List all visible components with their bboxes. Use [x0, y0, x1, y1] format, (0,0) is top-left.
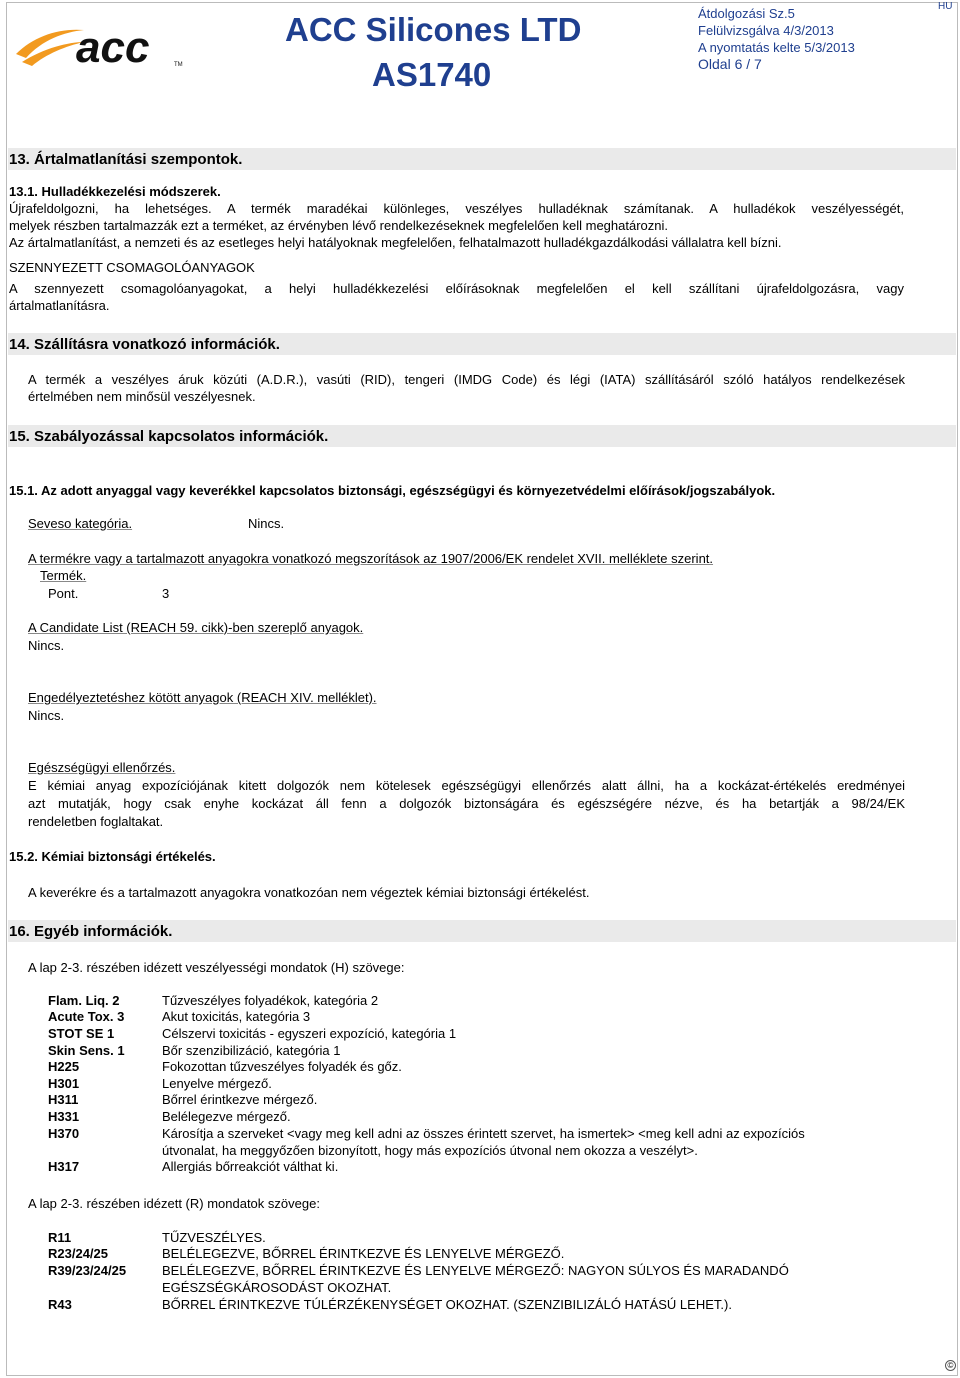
revision: Átdolgozási Sz.5: [698, 6, 795, 21]
section-14-title: 14. Szállításra vonatkozó információk.: [9, 336, 280, 353]
paragraph: azt mutatják, hogy csak enyhe kockázat áll fenn a dolgozók biztonságára és egészségére nézve, és ha betartják a 98/24/EK: [28, 796, 905, 811]
section-13-title: 13. Ártalmatlanítási szempontok.: [9, 151, 243, 168]
paragraph: melyek részben tartalmazzák ezt a terméket, az érvényben lévő rendelkezéseknek megfelelően kell meghatározni.: [9, 218, 669, 233]
paragraph: Újrafeldolgozni, ha lehetséges. A termék maradékai különleges, veszélyes hulladéknak számítanak. A hulladékok veszélyességét,: [9, 201, 904, 216]
h-code: H225: [48, 1059, 80, 1074]
h-text: Fokozottan tűzveszélyes folyadék és gőz.: [162, 1059, 402, 1074]
subsection-13-1-title: 13.1. Hulladékkezelési módszerek.: [9, 184, 221, 199]
paragraph: A termék a veszélyes áruk közúti (A.D.R.), vasúti (RID), tengeri (IMDG Code) és légi (IATA) szállításáról szóló hatályos rendelkezések: [28, 372, 905, 387]
subsection-15-2-title: 15.2. Kémiai biztonsági értékelés.: [9, 849, 216, 864]
subsection-15-1-title: 15.1. Az adott anyaggal vagy keverékkel kapcsolatos biztonsági, egészségügyi és környezetvédelmi előírások/jogszabályok.: [9, 483, 776, 498]
paragraph: A keverékre és a tartalmazott anyagokra vonatkozóan nem végeztek kémiai biztonsági értékelést.: [28, 885, 590, 900]
h-code: Acute Tox. 3: [48, 1009, 125, 1024]
h-code: H317: [48, 1159, 80, 1174]
review-date: Felülvizsgálva 4/3/2013: [698, 23, 834, 38]
r-text: TŰZVESZÉLYES.: [162, 1230, 266, 1245]
page-number: Oldal 6 / 7: [698, 56, 762, 72]
product-label: Termék.: [40, 568, 87, 583]
point-label: Pont.: [48, 586, 79, 601]
h-text: Károsítja a szerveket <vagy meg kell adni az összes érintett szervet, ha ismertek> <meg kell adni az expozíciós: [162, 1126, 805, 1141]
paragraph: SZENNYEZETT CSOMAGOLÓANYAGOK: [9, 260, 255, 275]
h-code: Flam. Liq. 2: [48, 993, 120, 1008]
authorisation-label: Engedélyeztetéshez kötött anyagok (REACH XIV. melléklet).: [28, 690, 377, 705]
paragraph: rendeletben foglaltakat.: [28, 814, 164, 829]
seveso-value: Nincs.: [248, 516, 285, 531]
candidate-list-label: A Candidate List (REACH 59. cikk)-ben szereplő anyagok.: [28, 620, 364, 635]
h-code: H370: [48, 1126, 80, 1141]
r-code: R39/23/24/25: [48, 1263, 127, 1278]
company-name: ACC Silicones LTD: [285, 11, 582, 48]
h-code: H311: [48, 1092, 79, 1107]
r-code: R11: [48, 1230, 72, 1245]
paragraph: ártalmatlanításra.: [9, 298, 110, 313]
h-code: H331: [48, 1109, 80, 1124]
h-code: STOT SE 1: [48, 1026, 115, 1041]
paragraph: értelmében nem minősül veszélyesnek.: [28, 389, 256, 404]
doc-meta: [698, 5, 855, 73]
copyright-icon: ©: [945, 1360, 956, 1371]
r-text: BŐRREL ÉRINTKEZVE TÚLÉRZÉKENYSÉGET OKOZHAT. (SZENZIBILIZÁLÓ HATÁSÚ LEHET.).: [162, 1297, 732, 1312]
h-text: Akut toxicitás, kategória 3: [162, 1009, 311, 1024]
paragraph: A szennyezett csomagolóanyagokat, a helyi hulladékkezelési előírásoknak megfelelően el kell szállítani újrafeldolgozásra, vagy: [9, 281, 904, 296]
h-text: Allergiás bőrreakciót válthat ki.: [162, 1159, 339, 1174]
h-phrases-intro: A lap 2-3. részében idézett veszélyességi mondatok (H) szövege:: [28, 960, 405, 975]
language-code: HU: [938, 1, 953, 12]
svg-text:acc: acc: [76, 23, 150, 70]
product-code: AS1740: [372, 56, 492, 93]
h-text: Bőr szenzibilizáció, kategória 1: [162, 1043, 341, 1058]
h-text: Belélegezve mérgező.: [162, 1109, 291, 1124]
restrictions-label: A termékre vagy a tartalmazott anyagokra vonatkozó megszorítások az 1907/2006/EK rendelet XVII. melléklete szerint.: [28, 551, 714, 566]
r-phrases-intro: A lap 2-3. részében idézett (R) mondatok szövege:: [28, 1196, 320, 1211]
paragraph: Az ártalmatlanítást, a nemzeti és az esetleges helyi hatályoknak megfelelően, felhatalmazott hulladékgazdálkodási vállalatra kell bízni.: [9, 235, 782, 250]
h-code: H301: [48, 1076, 80, 1091]
candidate-list-value: Nincs.: [28, 638, 65, 653]
h-text: Lenyelve mérgező.: [162, 1076, 272, 1091]
acc-logo: [14, 18, 184, 70]
r-code: R43: [48, 1297, 72, 1312]
authorisation-value: Nincs.: [28, 708, 65, 723]
health-surveillance-label: Egészségügyi ellenőrzés.: [28, 760, 176, 775]
section-16-title: 16. Egyéb információk.: [9, 923, 173, 940]
seveso-label: Seveso kategória.: [28, 516, 133, 531]
point-value: 3: [162, 586, 170, 601]
h-text: Célszervi toxicitás - egyszeri expozíció, kategória 1: [162, 1026, 457, 1041]
print-date: A nyomtatás kelte 5/3/2013: [698, 40, 855, 55]
h-code: Skin Sens. 1: [48, 1043, 125, 1058]
r-code: R23/24/25: [48, 1246, 108, 1261]
h-text: útvonalat, ha meggyőzően bizonyított, hogy más expozíciós útvonal nem okozza a veszélyt>.: [162, 1143, 698, 1158]
r-text: EGÉSZSÉGKÁROSODÁST OKOZHAT.: [162, 1280, 392, 1295]
section-15-title: 15. Szabályozással kapcsolatos információk.: [9, 428, 329, 445]
paragraph: E kémiai anyag expozíciójának kitett dolgozók nem kötelesek egészségügyi ellenőrzés alatt állni, ha a kockázat-értékelés eredményei: [28, 778, 905, 793]
r-text: BELÉLEGEZVE, BŐRREL ÉRINTKEZVE ÉS LENYELVE MÉRGEZŐ.: [162, 1246, 565, 1261]
h-text: Tűzveszélyes folyadékok, kategória 2: [162, 993, 379, 1008]
svg-text:TM: TM: [174, 62, 183, 68]
r-text: BELÉLEGEZVE, BŐRREL ÉRINTKEZVE ÉS LENYELVE MÉRGEZŐ: NAGYON SÚLYOS ÉS MARADANDÓ: [162, 1263, 789, 1278]
h-text: Bőrrel érintkezve mérgező.: [162, 1092, 318, 1107]
